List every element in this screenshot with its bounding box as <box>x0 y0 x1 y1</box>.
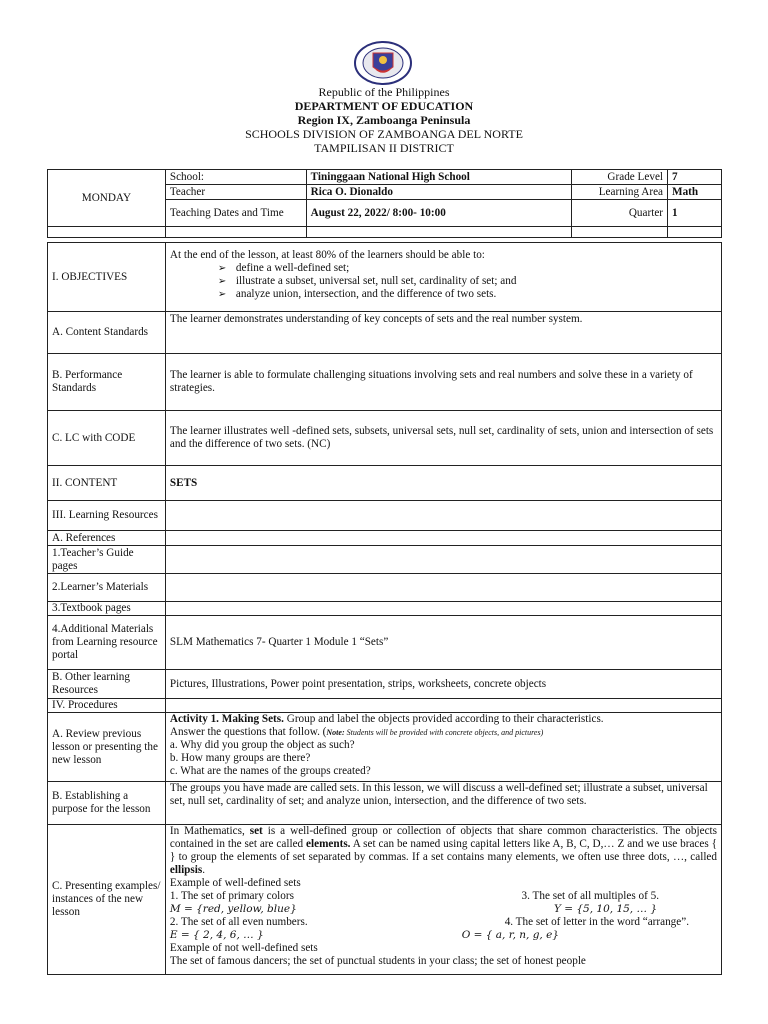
lc-code-text: The learner illustrates well -defined sets, subsets, universal sets, null set, cardinality of sets, union and intersection of sets and the difference of two sets. (NC) <box>165 411 721 466</box>
example-1-set: M = {red, yellow, blue} <box>169 903 297 915</box>
area-label: Learning Area <box>572 185 668 200</box>
deped-seal-icon <box>353 41 413 85</box>
review-question: a. Why did you group the object as such? <box>169 739 355 751</box>
objectives-label: I. OBJECTIVES <box>48 243 166 312</box>
review-activity-text: Group and label the objects provided according to their characteristics. <box>283 713 604 725</box>
dates-label: Teaching Dates and Time <box>165 200 306 227</box>
school-value: Tininggaan National High School <box>306 170 572 185</box>
grade-value: 7 <box>668 170 722 185</box>
objectives-list <box>170 262 717 301</box>
references-label: A. References <box>48 531 166 546</box>
content-label: II. CONTENT <box>48 466 166 501</box>
objective-item: ➢ define a well-defined set; <box>218 262 717 275</box>
example-4: 4. The set of letter in the word “arrange”. <box>504 916 689 928</box>
purpose-text: The groups you have made are called sets. In this lesson, we will discuss a well-defined set; illustrate a subset, universal set, null set, cardinality of set; and analyze union, intersection, and the difference of two sets. <box>165 782 721 825</box>
teachers-guide-label: 1.Teacher’s Guide pages <box>48 546 166 574</box>
performance-standards-text: The learner is able to formulate challenging situations involving sets and real numbers and solve these in a variety of strategies. <box>165 354 721 411</box>
not-well-defined-title: Example of not well-defined sets <box>169 942 318 954</box>
header-district: TAMPILISAN II DISTRICT <box>314 141 454 155</box>
area-value: Math <box>668 185 722 200</box>
teacher-label: Teacher <box>165 185 306 200</box>
day-cell: MONDAY <box>48 170 166 227</box>
review-note-bold: Note: <box>326 728 345 737</box>
objective-item: ➢ illustrate a subset, universal set, null set, cardinality of set; and <box>218 275 717 288</box>
additional-materials-label: 4.Additional Materials from Learning resource portal <box>48 616 166 670</box>
set-definition: In Mathematics, set is a well-defined group or collection of objects that share common characteristics. The objects contained in the set are called elements. A set can be named using capital letters like A, B, C, D,… Z and we use braces { } to group the elements of set separated by commas. If a set contains many elements, we often use three dots, …, called ellipsis. <box>169 825 718 876</box>
header-department: DEPARTMENT OF EDUCATION <box>294 99 474 113</box>
lesson-plan-table <box>47 242 722 975</box>
example-3: 3. The set of all multiples of 5. <box>521 890 659 902</box>
content-standards-label: A. Content Standards <box>48 312 166 354</box>
objective-item: ➢ analyze union, intersection, and the difference of two sets. <box>218 288 717 301</box>
other-resources-value: Pictures, Illustrations, Power point presentation, strips, worksheets, concrete objects <box>165 670 721 699</box>
examples-label: C. Presenting examples/ instances of the new lesson <box>48 825 166 975</box>
grade-label: Grade Level <box>572 170 668 185</box>
learning-resources-label: III. Learning Resources <box>48 501 166 531</box>
header-republic: Republic of the Philippines <box>318 85 450 99</box>
textbook-pages-label: 3.Textbook pages <box>48 602 166 616</box>
purpose-label: B. Establishing a purpose for the lesson <box>48 782 166 825</box>
example-2: 2. The set of all even numbers. <box>169 916 308 928</box>
review-question: c. What are the names of the groups created? <box>169 765 371 777</box>
not-well-defined-text: The set of famous dancers; the set of punctual students in your class; the set of honest people <box>169 955 586 967</box>
content-standards-text: The learner demonstrates understanding of key concepts of sets and the real number system. <box>165 312 721 354</box>
review-note: Students will be provided with concrete objects, and pictures) <box>344 728 544 737</box>
example-2-set: E = { 2, 4, 6, … } <box>169 929 264 941</box>
content-value: SETS <box>165 466 721 501</box>
procedures-label: IV. Procedures <box>48 699 166 713</box>
objectives-intro: At the end of the lesson, at least 80% of the learners should be able to: <box>169 249 485 261</box>
dates-value: August 22, 2022/ 8:00- 10:00 <box>306 200 572 227</box>
other-resources-label: B. Other learning Resources <box>48 670 166 699</box>
header-region: Region IX, Zamboanga Peninsula <box>297 113 471 127</box>
lc-code-label: C. LC with CODE <box>48 411 166 466</box>
review-question: b. How many groups are there? <box>169 752 311 764</box>
example-4-set: O = { a, r, n, g, e} <box>461 929 559 941</box>
quarter-value: 1 <box>668 200 722 227</box>
info-table <box>47 169 722 238</box>
quarter-label: Quarter <box>572 200 668 227</box>
performance-standards-label: B. Performance Standards <box>48 354 166 411</box>
example-3-set: Y = {5, 10, 15, … } <box>553 903 657 915</box>
well-defined-title: Example of well-defined sets <box>169 877 301 889</box>
review-answer: Answer the questions that follow. ( <box>169 726 327 738</box>
review-label: A. Review previous lesson or presenting the new lesson <box>48 713 166 782</box>
school-label: School: <box>165 170 306 185</box>
header-division: SCHOOLS DIVISION OF ZAMBOANGA DEL NORTE <box>245 127 523 141</box>
learners-materials-label: 2.Learner’s Materials <box>48 574 166 602</box>
additional-materials-value: SLM Mathematics 7- Quarter 1 Module 1 “Sets” <box>165 616 721 670</box>
teacher-value: Rica O. Dionaldo <box>306 185 572 200</box>
example-1: 1. The set of primary colors <box>169 890 294 902</box>
review-activity-title: Activity 1. Making Sets. <box>169 713 284 725</box>
